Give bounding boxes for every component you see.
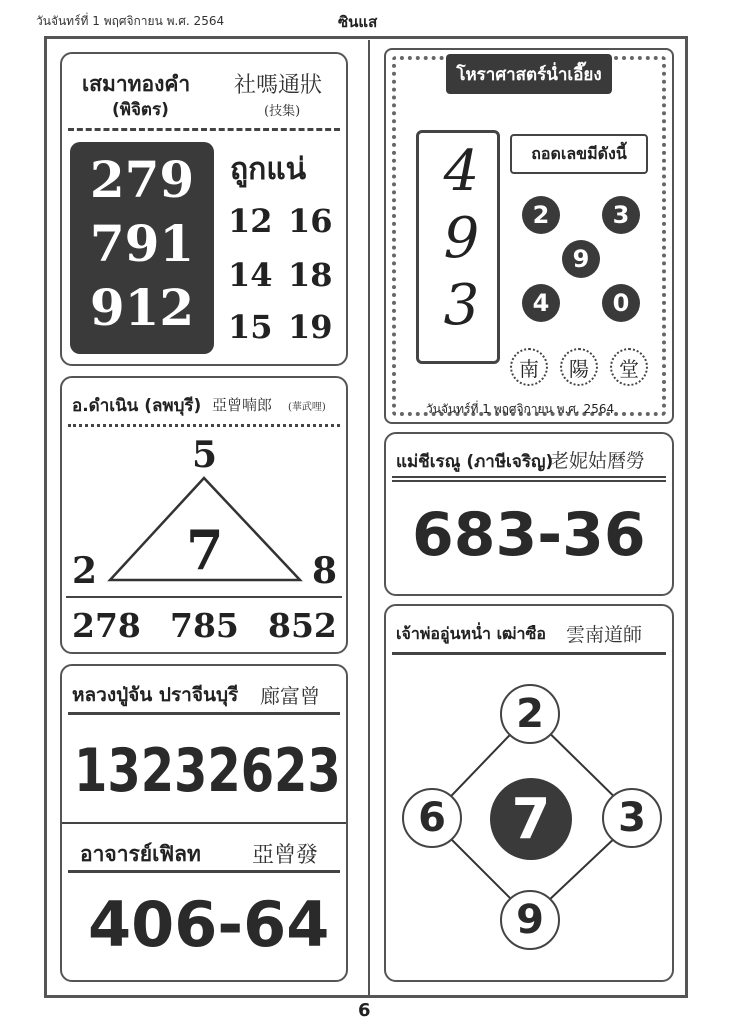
panel6-result: 683-36 [412,500,646,570]
diamond-top: 2 [500,684,560,744]
pair-3b: 19 [288,308,333,346]
triangle-top: 5 [192,434,218,476]
panel5-title: โหราศาสตร์น่ำเอี๊ยง [456,64,602,85]
ball-1: 2 [522,196,560,234]
panel-chaopho [384,604,674,982]
panel2-title: อ.ดำเนิน (ลพบุรี) [72,396,202,416]
panel3-4-divider [62,822,346,824]
pair-2a: 14 [228,256,273,294]
diamond-left: 6 [402,788,462,848]
panel1-subtitle: (พิจิตร) [112,100,169,120]
panel3-title: หลวงปู่จัน ปราจีนบุรี [72,684,239,706]
seal-2: 陽 [560,348,598,386]
diamond-center: 7 [490,778,572,860]
panel2-number-1: 278 [72,606,141,645]
panel3-rule [68,712,340,715]
panel4-result: 406-64 [88,888,330,961]
panel1-cjk: 社嗎通狀 [234,73,323,98]
page-number: 6 [358,1000,371,1021]
panel6-title: แม่ชีเรณู (ภาษีเจริญ) [396,452,554,472]
panel1-cjk-sub: (技集) [264,104,301,119]
triangle-left: 2 [72,550,98,592]
panel-horasat [384,48,674,424]
panel4-cjk: 亞曾發 [252,843,319,868]
ball-2: 3 [602,196,640,234]
panel3-cjk: 廊富曾 [260,684,320,708]
pair-3a: 15 [228,308,273,346]
ball-4: 4 [522,284,560,322]
triangle-right: 8 [312,550,338,592]
panel2-cjk: 亞曾喃郎 [212,396,273,414]
triangle-center: 7 [186,518,224,582]
panel3-number-3: 23 [274,736,341,806]
panel7-title: เจ้าพ่ออู่นหน่ำ เฒ่าซือ [396,624,546,643]
panel5-title-bar [446,54,612,94]
dark-number-3: 912 [89,278,195,337]
panel-luangpu-jan [60,664,348,982]
panel4-title: อาจารย์เฟิลท [80,842,201,866]
panel2-number-2: 785 [170,606,239,645]
decode-label: ถอดเลขมีดังนี้ [531,143,627,163]
panel1-dashed-rule [68,128,340,131]
column-divider [368,40,370,995]
dark-number-1: 279 [89,150,195,209]
panel3-number-2: 326 [174,736,275,806]
panel2-number-3: 852 [268,606,337,645]
sure-label: ถูกแน่ [230,152,307,187]
seal-1: 南 [510,348,548,386]
pair-1b: 16 [288,202,333,240]
calligraphy-digits [425,139,494,340]
seal-3: 堂 [610,348,648,386]
pair-1a: 12 [228,202,273,240]
panel7-cjk: 雲南道師 [566,624,643,646]
header-logo: ซินแส [338,13,378,31]
panel1-title: เสมาทองคำ [82,72,191,96]
decode-label-box [510,134,648,174]
panel2-cjk-small: (華武哩) [288,402,326,413]
panel-sema-thongkham [60,52,348,366]
panel5-date: วันจันทร์ที่ 1 พฤศจิกายน พ.ศ. 2564 [426,402,615,416]
calligraphy-digit-stack: 493 [429,139,494,340]
panel-maechee-renu [384,432,674,596]
panel2-rule [66,596,342,598]
panel-ajarn-damnoen [60,376,348,654]
diamond-bottom: 9 [500,890,560,950]
panel6-rule-2 [392,480,666,482]
panel4-rule [68,870,340,873]
header-date: วันจันทร์ที่ 1 พฤศจิกายน พ.ศ. 2564 [36,14,225,28]
dark-number-2: 791 [89,214,195,273]
panel1-dark-block [70,142,214,354]
pair-2b: 18 [288,256,333,294]
calligraphy-frame [416,130,500,364]
ball-3: 9 [562,240,600,278]
ball-5: 0 [602,284,640,322]
panel6-rule-1 [392,476,666,478]
panel3-number-1: 132 [74,736,175,806]
panel6-cjk: 老妮姑曆勞 [550,450,646,472]
diamond-right: 3 [602,788,662,848]
